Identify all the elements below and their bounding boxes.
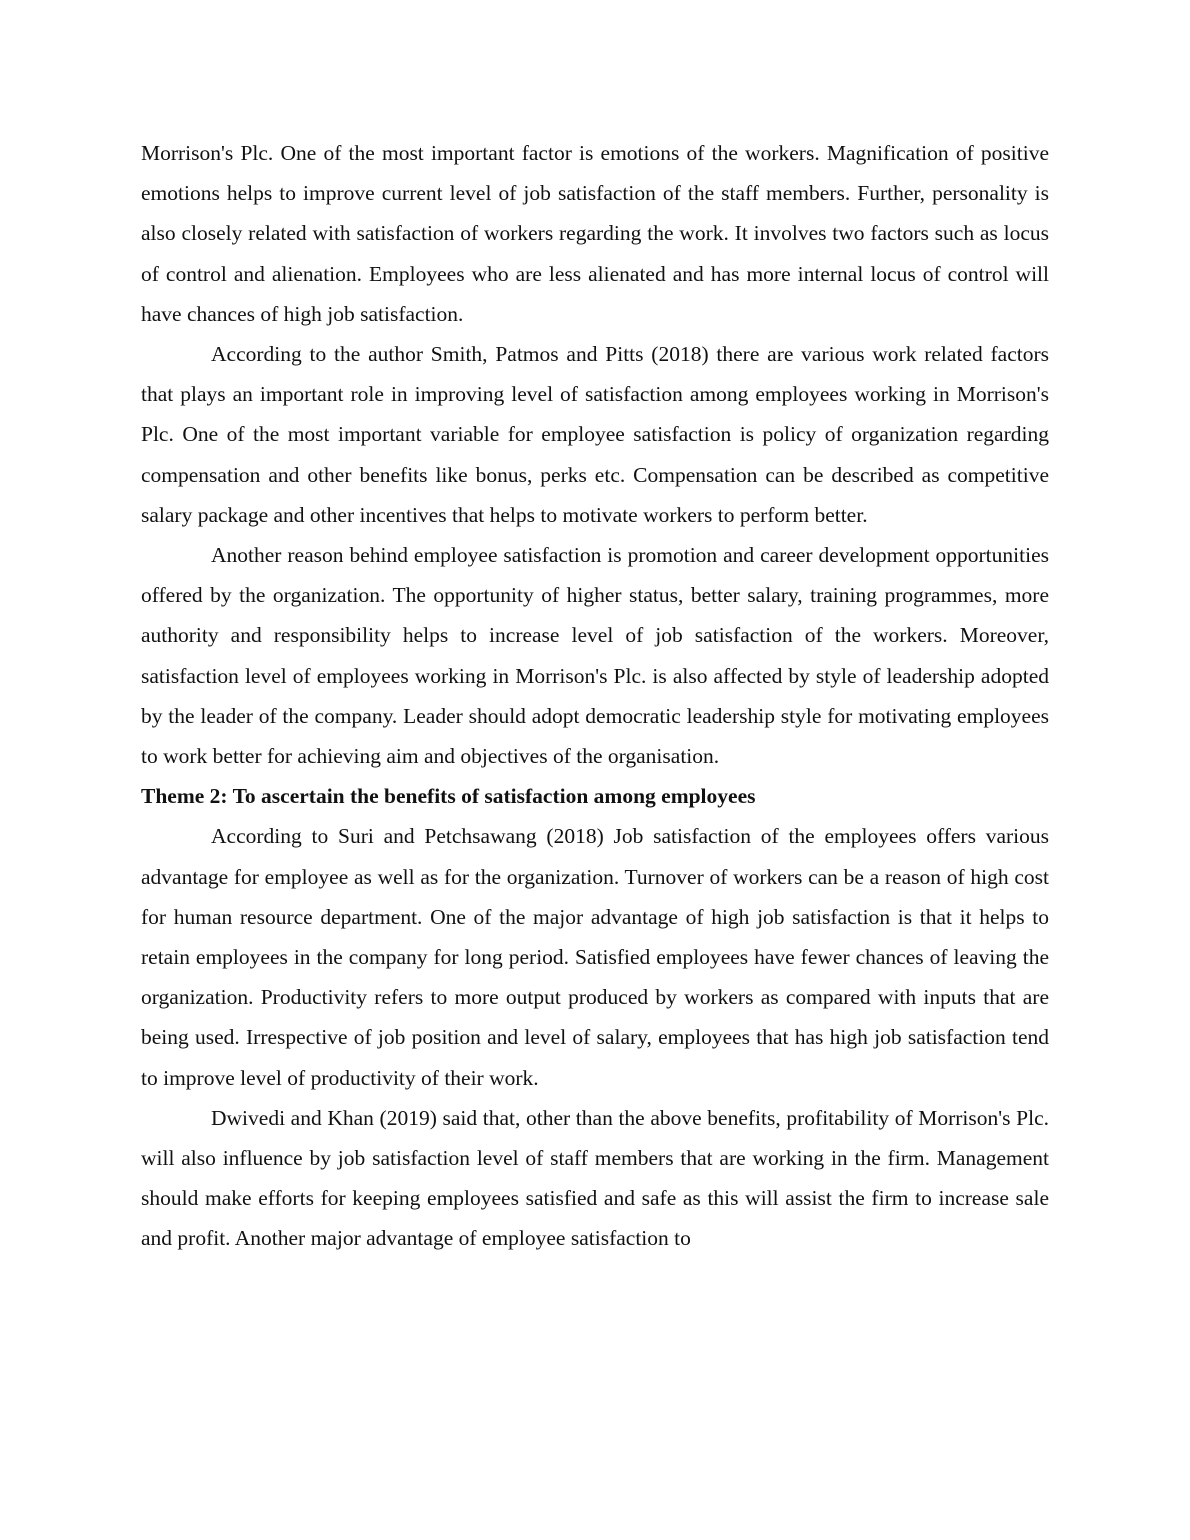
paragraph-work-related-factors: According to the author Smith, Patmos and Pitts (2018) there are various work related factors that plays an important role in improving level of satisfaction among employees working in Morrison's Plc. One of the most important variable for employee satisfaction is policy of organization regarding compensation and other benefits like bonus, perks etc. Compensation can be described as competitive salary package and other incentives that helps to motivate workers to perform better. <box>141 342 1049 527</box>
section-heading-theme-2: Theme 2: To ascertain the benefits of satisfaction among employees <box>141 784 756 809</box>
paragraph-benefits-retention: According to Suri and Petchsawang (2018) Job satisfaction of the employees offers various advantage for employee as well as for the organization. Turnover of workers can be a reason of high cost for human resource department. One of the major advantage of high job satisfaction is that it helps to retain employees in the company for long period. Satisfied employees have fewer chances of leaving the organization. Productivity refers to more output produced by workers as compared with inputs that are being used. Irrespective of job position and level of salary, employees that has high job satisfaction tend to improve level of productivity of their work. <box>141 824 1049 1090</box>
paragraph-emotions-personality: Morrison's Plc. One of the most important factor is emotions of the workers. Magnification of positive emotions helps to improve current level of job satisfaction of the staff members. Further, personality is also closely related with satisfaction of workers regarding the work. It involves two factors such as locus of control and alienation. Employees who are less alienated and has more internal locus of control will have chances of high job satisfaction. <box>141 141 1049 326</box>
document-page <box>141 133 1049 1259</box>
paragraph-profitability: Dwivedi and Khan (2019) said that, other than the above benefits, profitability of Morrison's Plc. will also influence by job satisfaction level of staff members that are working in the firm. Management should make efforts for keeping employees satisfied and safe as this will assist the firm to increase sale and profit. Another major advantage of employee satisfaction to <box>141 1105 1049 1251</box>
paragraph-promotion-leadership: Another reason behind employee satisfaction is promotion and career development opportunities offered by the organization. The opportunity of higher status, better salary, training programmes, more authority and responsibility helps to increase level of job satisfaction of the workers. Moreover, satisfaction level of employees working in Morrison's Plc. is also affected by style of leadership adopted by the leader of the company. Leader should adopt democratic leadership style for motivating employees to work better for achieving aim and objectives of the organisation. <box>141 543 1049 769</box>
